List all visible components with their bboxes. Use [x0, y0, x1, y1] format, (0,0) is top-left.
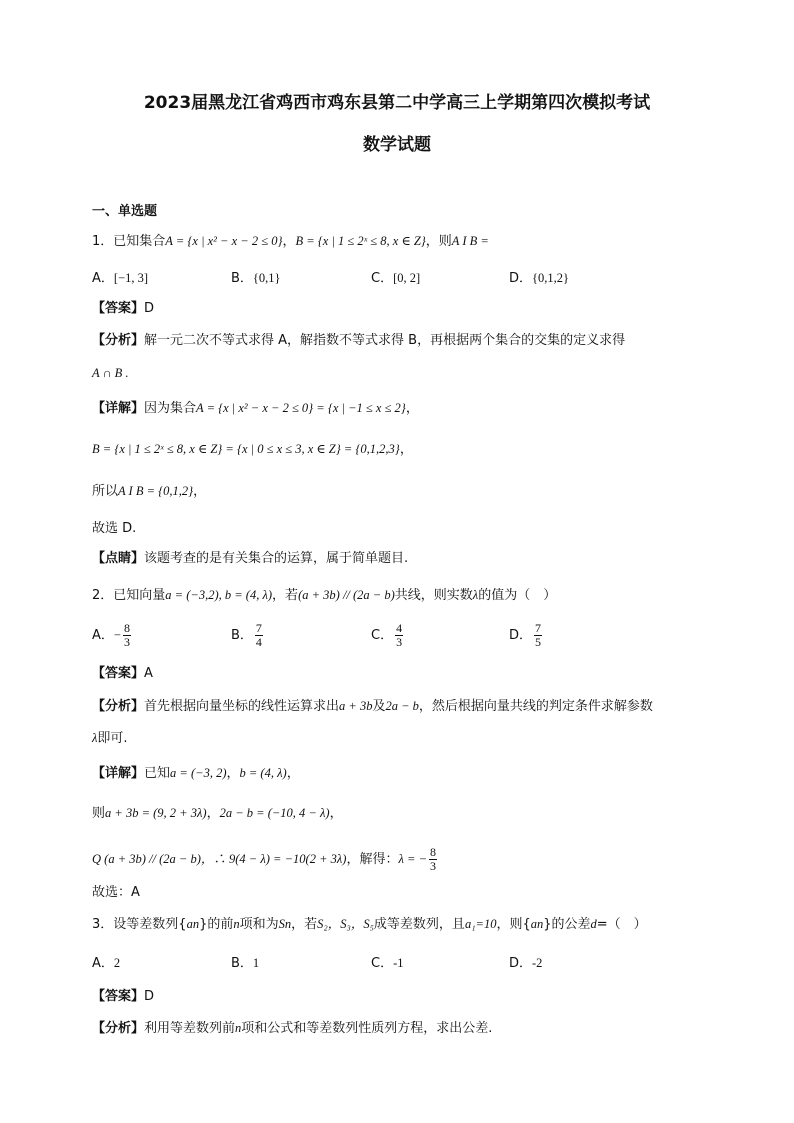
- option-c: C．[0, 2]: [371, 271, 421, 286]
- question-3-answer: 【答案】D: [92, 989, 155, 1004]
- section-heading: 一、单选题: [92, 204, 158, 219]
- option-b: B．{0,1}: [231, 271, 281, 286]
- question-2-conclusion: 故选：A: [92, 885, 140, 900]
- question-number: 3．: [92, 917, 114, 932]
- question-1-conclusion: 故选 D.: [92, 521, 137, 536]
- question-1-detail-intersection: 所以A I B = {0,1,2}，: [92, 484, 207, 499]
- option-a: A．[−1, 3]: [92, 271, 149, 286]
- question-1-answer: 【答案】D: [92, 301, 155, 316]
- question-1-analysis: 【分析】解一元二次不等式求得 A，解指数不等式求得 B，再根据两个集合的交集的定义求得: [92, 333, 626, 348]
- question-2-stem: 2．已知向量a = (−3,2), b = (4, λ)，若(a + 3b) // (2a − b)共线，则实数λ的值为（ ）: [92, 588, 557, 603]
- option-c: C．-1: [371, 956, 404, 971]
- question-2-detail: 【详解】已知a = (−3, 2)，b = (4, λ)，: [92, 766, 300, 781]
- math-expression: A = {x | x² − x − 2 ≤ 0}: [165, 234, 283, 248]
- question-2-detail-solve: Q (a + 3b) // (2a − b)，∴ 9(4 − λ) = −10(2 + 3λ)，解得：λ = − $\frac{8}{3}$: [92, 845, 437, 873]
- question-3-stem: 3．设等差数列{an}的前n项和为Sn，若S₂，S₃，S₅成等差数列，且a₁=10，则{an}的公差d=（ ）: [92, 917, 647, 932]
- question-3-analysis: 【分析】利用等差数列前n项和公式和等差数列性质列方程，求出公差.: [92, 1021, 493, 1036]
- option-b: B． $\frac{7}{4}$: [231, 621, 262, 649]
- question-number: 1．: [92, 234, 114, 249]
- option-c: C． $\frac{4}{3}$: [371, 621, 403, 649]
- question-1-detail-b: B = {x | 1 ≤ 2ˣ ≤ 8, x ∈ Z} = {x | 0 ≤ x ≤ 3, x ∈ Z} = {0,1,2,3}，: [92, 442, 413, 457]
- exam-subtitle: 数学试题: [363, 135, 431, 155]
- option-a: A．2: [92, 956, 121, 971]
- question-2-answer: 【答案】A: [92, 666, 153, 681]
- option-d: D． $\frac{7}{5}$: [509, 621, 542, 649]
- math-expression: B = {x | 1 ≤ 2ˣ ≤ 8, x ∈ Z}: [295, 234, 426, 248]
- question-1-analysis-cont: A ∩ B .: [92, 366, 129, 380]
- question-number: 2．: [92, 588, 114, 603]
- exam-title: 2023届黑龙江省鸡西市鸡东县第二中学高三上学期第四次模拟考试: [143, 93, 651, 113]
- option-b: B．1: [231, 956, 260, 971]
- option-d: D．{0,1,2}: [509, 271, 570, 286]
- question-2-detail-sums: 则a + 3b = (9, 2 + 3λ)，2a − b = (−10, 4 − λ)，: [92, 806, 343, 821]
- question-1-stem: 1．已知集合A = {x | x² − x − 2 ≤ 0}，B = {x | 1 ≤ 2ˣ ≤ 8, x ∈ Z}，则A I B =: [92, 234, 489, 249]
- math-expression: A I B =: [451, 234, 489, 248]
- question-2-analysis: 【分析】首先根据向量坐标的线性运算求出a + 3b及2a − b，然后根据向量共线的判定条件求解参数: [92, 699, 653, 714]
- option-a: A．− $\frac{8}{3}$: [92, 621, 130, 649]
- question-2-analysis-cont: λ即可.: [92, 731, 128, 746]
- option-d: D．-2: [509, 956, 543, 971]
- question-1-detail: 【详解】因为集合A = {x | x² − x − 2 ≤ 0} = {x | −1 ≤ x ≤ 2}，: [92, 401, 419, 416]
- question-1-comment: 【点睛】该题考查的是有关集合的运算，属于简单题目.: [92, 551, 409, 566]
